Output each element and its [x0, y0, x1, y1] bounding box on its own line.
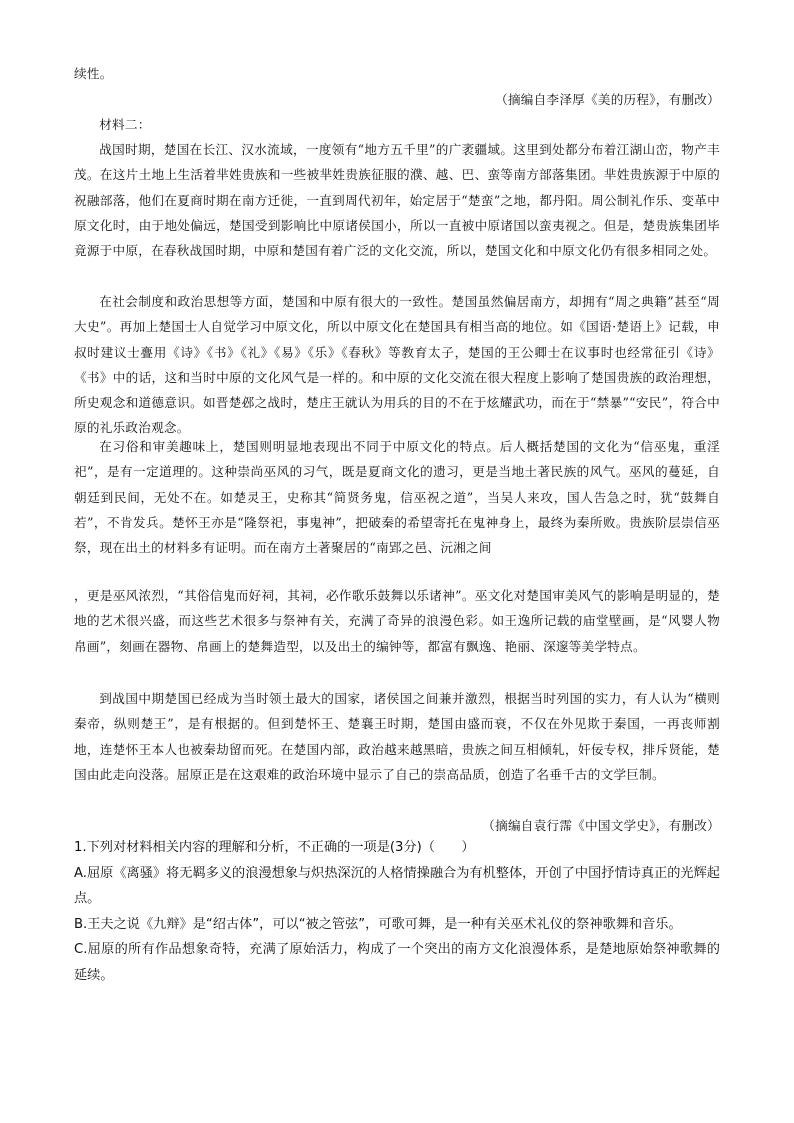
material-two-title: 材料二： [99, 117, 151, 132]
source-citation-1: （摘编自李泽厚《美的历程》，有删改） [495, 92, 720, 107]
question-1 [74, 835, 720, 988]
paragraph-4: 到战国中期楚国已经成为当时领土最大的国家，诸侯国之间兼并激烈，根据当时列国的实力，有人认为“横则秦帝，纵则楚王”，是有根据的。但到楚怀王、楚襄王时期，楚国由盛而衰，不仅在外见欺于秦国，一再丧师割地，连楚怀王本人也被秦劫留而死。在楚国内部，政治越来越黑暗，贵族之间互相倾轧，奸佞专权，排斥贤能，楚国由此走向没落。屈原正是在这艰难的政治环境中显示了自己的崇高品质，创造了名垂千古的文学巨制。 [74, 691, 720, 782]
paragraph-3-continued: ，更是巫风浓烈，“其俗信鬼而好祠，其祠，必作歌乐鼓舞以乐诸神”。巫文化对楚国审美风气的影响是明显的，楚地的艺术很兴盛，而这些艺术很多与祭神有关，充满了奇异的浪漫色彩。如王逸所记载的庙堂壁画，是“风婴人物帛画”，刻画在器物、帛画上的楚舞造型，以及出土的编钟等，都富有飘逸、艳丽、深邃等美学特点。 [74, 588, 720, 654]
source-citation-2: （摘编自袁行霈《中国文学史》，有删改） [482, 818, 720, 833]
option-b: B.王夫之说《九辩》是“绍古体”，可以“被之管弦”，可歌可舞，是一种有关巫术礼仪的祭神歌舞和音乐。 [74, 916, 682, 932]
paragraph-3: 在习俗和审美趣味上，楚国则明显地表现出不同于中原文化的特点。后人概括楚国的文化为“信巫鬼，重淫祀”，是有一定道理的。这种崇尚巫风的习气，既是夏商文化的遗习，更是当地土著民族的风气。巫风的蔓延，自朝廷到民间，无处不在。如楚灵王，史称其“简贤务鬼，信巫祝之道”，当吴人来攻，国人告急之时，犹“鼓舞自若”，不肯发兵。楚怀王亦是“隆祭祀，事鬼神”，把破秦的希望寄托在鬼神身上，最终为秦所败。贵族阶层崇信巫祭，现在出土的材料多有证明。而在南方土著聚居的“南郢之邑、沅湘之间 [74, 439, 720, 556]
option-a: A.屈原《离骚》将无羁多义的浪漫想象与炽热深沉的人格情操融合为有机整体，开创了中国抒情诗真正的光辉起点。 [74, 865, 720, 906]
question-stem: 1.下列对材料相关内容的理解和分析，不正确的一项是(3分)（ ） [74, 840, 475, 855]
fragment-top: 续性。 [74, 66, 113, 81]
paragraph-2: 在社会制度和政治思想等方面，楚国和中原有很大的一致性。楚国虽然偏居南方，却拥有“周之典籍”甚至“周大史”。再加上楚国士人自觉学习中原文化，所以中原文化在楚国具有相当高的地位。如《国语·楚语上》记载，申叔时建议士亹用《诗》《书》《礼》《易》《乐》《春秋》等教育太子，楚国的王公卿士在议事时也经常征引《诗》《书》中的话，这和当时中原的文化风气是一样的。和中原的文化交流在很大程度上影响了楚国贵族的政治理想，所史观念和道德意识。如晋楚邲之战时，楚庄王就认为用兵的目的不在于炫耀武功，而在于“禁暴”“安民”，符合中原的礼乐政治观念。 [74, 294, 720, 436]
option-c: C.屈原的所有作品想象奇特，充满了原始活力，构成了一个突出的南方文化浪漫体系，是楚地原始祭神歌舞的延续。 [74, 942, 720, 983]
paragraph-1: 战国时期，楚国在长江、汉水流域，一度领有“地方五千里”的广袤疆域。这里到处都分布着江湖山峦，物产丰茂。在这片土地上生活着芈姓贵族和一些被芈姓贵族征服的濮、越、巴、蛮等南方部落集团。芈姓贵族源于中原的祝融部落，他们在夏商时期在南方迁徙，一直到周代初年，始定居于“楚蛮”之地，都丹阳。周公制礼作乐、变革中原文化时，由于地处偏远，楚国受到影响比中原诸侯国小，所以一直被中原诸国以蛮夷视之。但是，楚贵族集团毕竟源于中原，在春秋战国时期，中原和楚国有着广泛的文化交流，所以，楚国文化和中原文化仍有很多相同之处。 [74, 142, 720, 259]
